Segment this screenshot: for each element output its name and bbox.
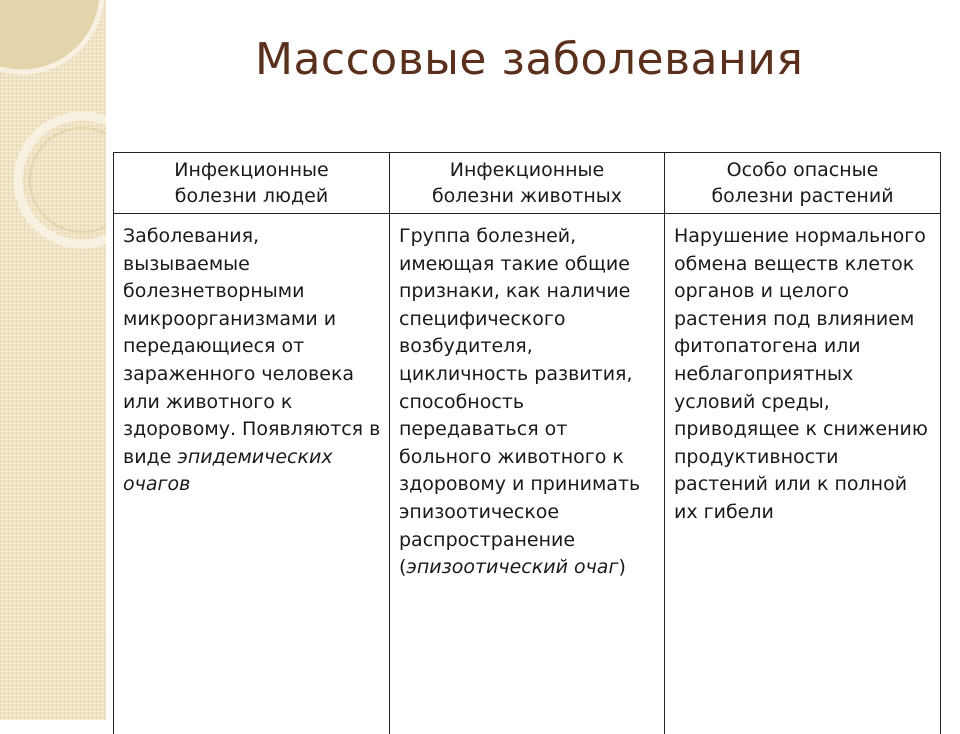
page-title: Массовые заболевания (255, 34, 804, 85)
header-plant-diseases: Особо опасные болезни растений (665, 153, 941, 214)
diseases-table (113, 152, 941, 734)
cell-animals-description: Группа болезней, имеющая такие общие признаки, как наличие специфического возбудителя, цикличность развития, способность передаваться от больного животного к здоровому и принимать эпизоотическое распространение (эпизоотический очаг) (390, 214, 665, 734)
cell-people-description: Заболевания, вызываемые болезнетворными микроорганизмами и передающиеся от зараженного человека или животного к здоровому. Появляются в виде эпидемических очагов (114, 214, 390, 734)
cell-plants-description: Нарушение нормального обмена веществ клеток органов и целого растения под влиянием фитопатогена или неблагоприятных условий среды, приводящее к снижению продуктивности растений или к полной их гибели (665, 214, 941, 734)
table-header-row (114, 153, 941, 214)
decorative-side-strip (0, 0, 106, 720)
table-row (114, 214, 941, 734)
header-animal-diseases: Инфекционные болезни животных (390, 153, 665, 214)
header-people-diseases: Инфекционные болезни людей (114, 153, 390, 214)
decorative-rings-icon (0, 0, 106, 720)
